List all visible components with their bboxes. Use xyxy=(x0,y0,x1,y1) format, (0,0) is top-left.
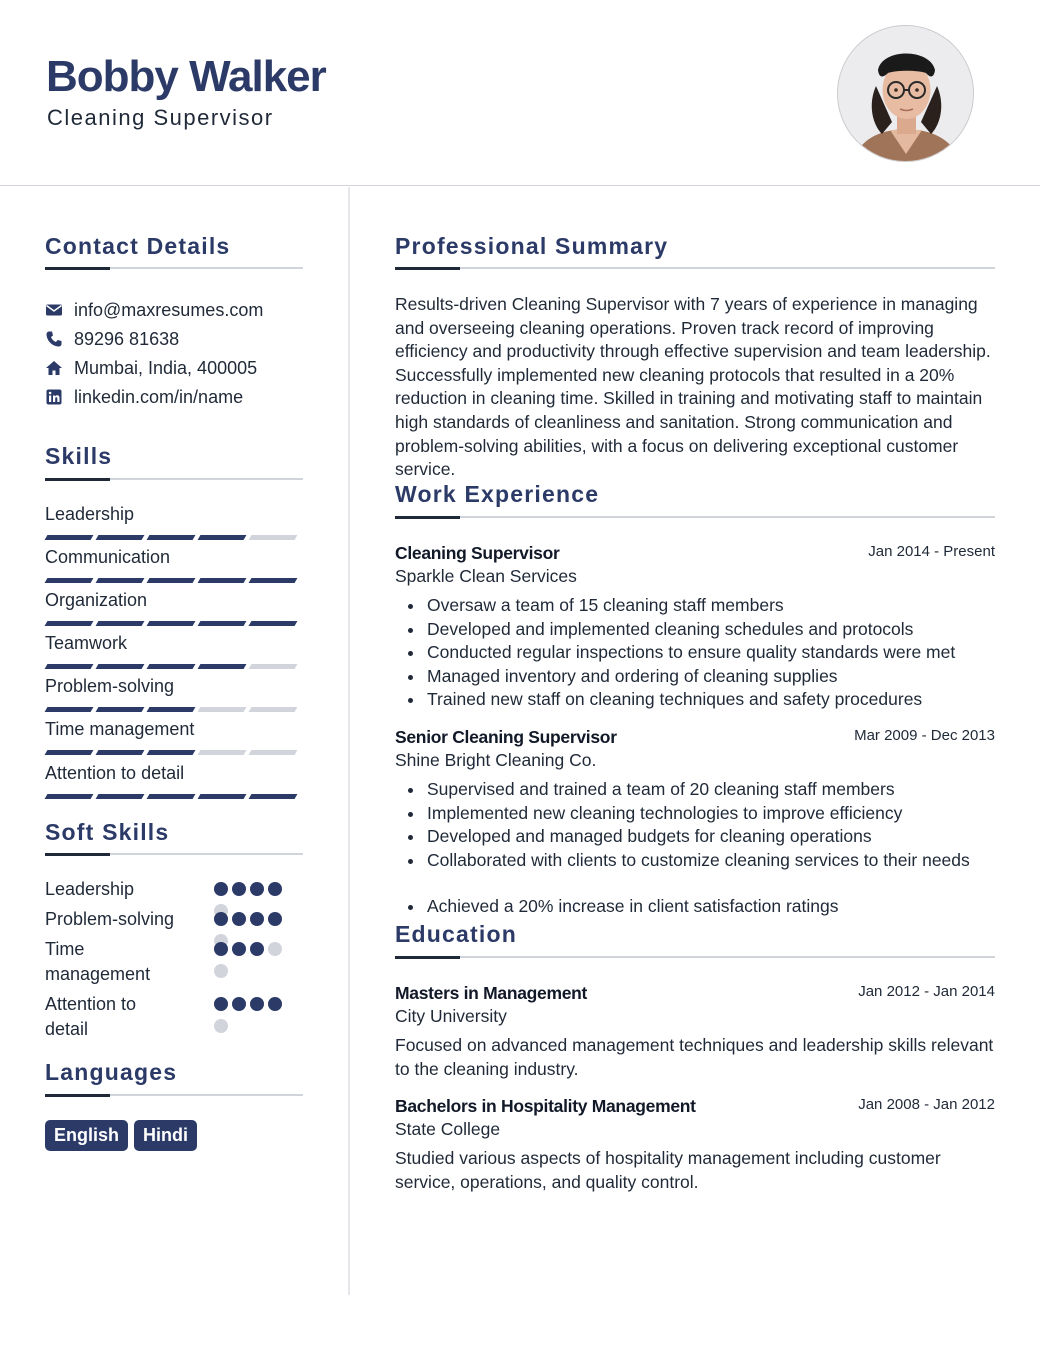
rating-dot xyxy=(268,912,282,926)
resume-header xyxy=(0,0,1040,186)
skill-level-segment xyxy=(249,621,298,626)
soft-skill-label: Problem-solving xyxy=(45,909,175,929)
linkedin-icon xyxy=(45,388,63,406)
job-company: Shine Bright Cleaning Co. xyxy=(395,750,597,770)
skill-level-segment xyxy=(45,707,94,712)
rating-dot xyxy=(214,912,228,926)
skill-level-segment xyxy=(147,621,196,626)
rating-dot xyxy=(214,964,228,978)
soft-skill-rating xyxy=(214,997,288,1033)
skill-level-segment xyxy=(198,794,247,799)
job-entry-1 xyxy=(395,543,995,712)
skill-level-segment xyxy=(45,621,94,626)
skill-level-segment xyxy=(147,794,196,799)
skill-label: Problem-solving xyxy=(45,676,175,696)
phone-icon xyxy=(45,330,63,348)
contact-linkedin[interactable] xyxy=(45,385,243,409)
rating-dot xyxy=(250,912,264,926)
skill-label: Attention to detail xyxy=(45,763,185,783)
rating-dot xyxy=(250,882,264,896)
skill-level-segment xyxy=(147,578,196,583)
skill-level-bar xyxy=(46,578,296,583)
soft-skill-rating xyxy=(214,942,288,978)
degree-title: Bachelors in Hospitality Management xyxy=(395,1096,696,1116)
education-date: Jan 2008 - Jan 2012 xyxy=(858,1096,995,1113)
skill-level-segment xyxy=(147,664,196,669)
bullet-item: Supervised and trained a team of 20 cleaning staff members xyxy=(395,778,995,802)
rating-dot xyxy=(232,882,246,896)
email-text: info@maxresumes.com xyxy=(74,299,264,320)
language-badge-hindi: Hindi xyxy=(134,1120,197,1151)
skill-level-segment xyxy=(198,578,247,583)
rating-dot xyxy=(232,942,246,956)
education-description: Studied various aspects of hospitality management including customer service, operations, and quality control. xyxy=(395,1148,941,1192)
soft-skill-label: Time management xyxy=(45,939,151,984)
address-text: Mumbai, India, 400005 xyxy=(74,357,258,378)
skill-level-segment xyxy=(96,664,145,669)
envelope-icon xyxy=(45,301,63,319)
soft-skill-label: Leadership xyxy=(45,879,135,899)
contact-email[interactable] xyxy=(45,298,263,322)
rating-dot xyxy=(232,997,246,1011)
bullet-item: Achieved a 20% increase in client satisfaction ratings xyxy=(395,895,995,919)
skills-rule xyxy=(45,478,303,480)
school-name: City University xyxy=(395,1006,507,1026)
language-list xyxy=(45,1120,197,1151)
skill-level-segment xyxy=(198,707,247,712)
contact-phone[interactable] xyxy=(45,327,179,351)
skill-level-segment xyxy=(96,750,145,755)
bullet-item: Implemented new cleaning technologies to improve efficiency xyxy=(395,802,995,826)
summary-heading: Professional Summary xyxy=(395,233,669,259)
bullet-item: Collaborated with clients to customize cleaning services to their needs xyxy=(395,849,995,873)
skill-level-segment xyxy=(96,707,145,712)
candidate-title: Cleaning Supervisor xyxy=(47,105,274,130)
soft-skill-label: Attention to detail xyxy=(45,994,137,1039)
rating-dot xyxy=(214,1019,228,1033)
job-role: Cleaning Supervisor xyxy=(395,543,560,563)
skill-level-bar xyxy=(46,750,296,755)
bullet-item: Managed inventory and ordering of cleaning supplies xyxy=(395,665,995,689)
skill-level-bar xyxy=(46,794,296,799)
portrait-illustration xyxy=(838,26,974,162)
skill-level-segment xyxy=(147,750,196,755)
skill-level-segment xyxy=(147,535,196,540)
rating-dot xyxy=(268,942,282,956)
bullet-item: Oversaw a team of 15 cleaning staff members xyxy=(395,594,995,618)
rating-dot xyxy=(214,997,228,1011)
job-date: Jan 2014 - Present xyxy=(868,543,995,560)
job-entry-2 xyxy=(395,727,995,919)
rating-dot xyxy=(232,912,246,926)
skill-level-segment xyxy=(249,750,298,755)
rating-dot xyxy=(250,942,264,956)
skill-level-segment xyxy=(45,750,94,755)
skill-level-segment xyxy=(249,664,298,669)
skill-level-bar xyxy=(46,664,296,669)
column-divider xyxy=(348,187,350,1295)
skill-level-segment xyxy=(249,707,298,712)
skill-label: Communication xyxy=(45,547,171,567)
skill-level-segment xyxy=(45,578,94,583)
summary-text: Results-driven Cleaning Supervisor with 7 years of experience in managing and overseeing cleaning operations. Proven track record of improving efficiency and productivity through effective supervision and team leadership. Successfully implemented new cleaning protocols that resulted in a 20% reduction in cleaning time. Skilled in training and motivating staff to maintain high standards of cleanliness and sanitation. Strong communication and problem-solving abilities, with a focus on delivering exceptional customer service. xyxy=(395,294,991,480)
degree-title: Masters in Management xyxy=(395,983,588,1003)
skill-level-segment xyxy=(45,794,94,799)
rating-dot xyxy=(268,882,282,896)
skill-label: Leadership xyxy=(45,504,135,524)
education-heading: Education xyxy=(395,921,517,947)
bullet-item: Conducted regular inspections to ensure quality standards were met xyxy=(395,641,995,665)
skill-level-segment xyxy=(249,535,298,540)
languages-rule xyxy=(45,1094,303,1096)
skill-level-bar xyxy=(46,535,296,540)
job-company: Sparkle Clean Services xyxy=(395,566,577,586)
skill-level-segment xyxy=(45,535,94,540)
skill-level-segment xyxy=(198,750,247,755)
education-entry-2 xyxy=(395,1096,995,1194)
experience-heading: Work Experience xyxy=(395,481,600,507)
skill-label: Teamwork xyxy=(45,633,128,653)
experience-rule xyxy=(395,516,995,518)
job-role: Senior Cleaning Supervisor xyxy=(395,727,617,747)
bullet-item: Developed and managed budgets for cleaning operations xyxy=(395,825,995,849)
education-description: Focused on advanced management techniques and leadership skills relevant to the cleaning industry. xyxy=(395,1035,994,1079)
soft-skills-rule xyxy=(45,853,303,855)
home-icon xyxy=(45,359,63,377)
education-entry-1 xyxy=(395,983,995,1081)
skill-level-segment xyxy=(147,707,196,712)
education-date: Jan 2012 - Jan 2014 xyxy=(858,983,995,1000)
contact-rule xyxy=(45,267,303,269)
contact-heading: Contact Details xyxy=(45,233,231,259)
skill-level-bar xyxy=(46,621,296,626)
education-rule xyxy=(395,956,995,958)
rating-dot xyxy=(268,997,282,1011)
rating-dot xyxy=(214,882,228,896)
bullet-item: Developed and implemented cleaning schedules and protocols xyxy=(395,618,995,642)
bullet-item: Trained new staff on cleaning techniques and safety procedures xyxy=(395,688,995,712)
rating-dot xyxy=(214,942,228,956)
skill-label: Organization xyxy=(45,590,148,610)
school-name: State College xyxy=(395,1119,501,1139)
contact-address xyxy=(45,356,257,380)
skill-level-segment xyxy=(249,794,298,799)
profile-photo xyxy=(837,25,974,162)
skill-label: Time management xyxy=(45,719,195,739)
skill-level-segment xyxy=(249,578,298,583)
candidate-name: Bobby Walker xyxy=(46,52,326,101)
language-badge-english: English xyxy=(45,1120,128,1151)
skill-level-segment xyxy=(96,794,145,799)
skill-level-segment xyxy=(45,664,94,669)
skill-level-segment xyxy=(198,535,247,540)
languages-heading: Languages xyxy=(45,1059,178,1085)
linkedin-text: linkedin.com/in/name xyxy=(74,386,244,407)
job-bullets xyxy=(395,778,995,919)
soft-skills-heading: Soft Skills xyxy=(45,819,170,845)
skill-level-segment xyxy=(198,621,247,626)
phone-text: 89296 81638 xyxy=(74,328,180,349)
skill-level-bar xyxy=(46,707,296,712)
skill-level-segment xyxy=(198,664,247,669)
job-bullets xyxy=(395,594,995,712)
skill-level-segment xyxy=(96,535,145,540)
summary-rule xyxy=(395,267,995,269)
skill-level-segment xyxy=(96,578,145,583)
skill-level-segment xyxy=(96,621,145,626)
skills-heading: Skills xyxy=(45,443,113,469)
job-date: Mar 2009 - Dec 2013 xyxy=(854,727,995,744)
rating-dot xyxy=(250,997,264,1011)
